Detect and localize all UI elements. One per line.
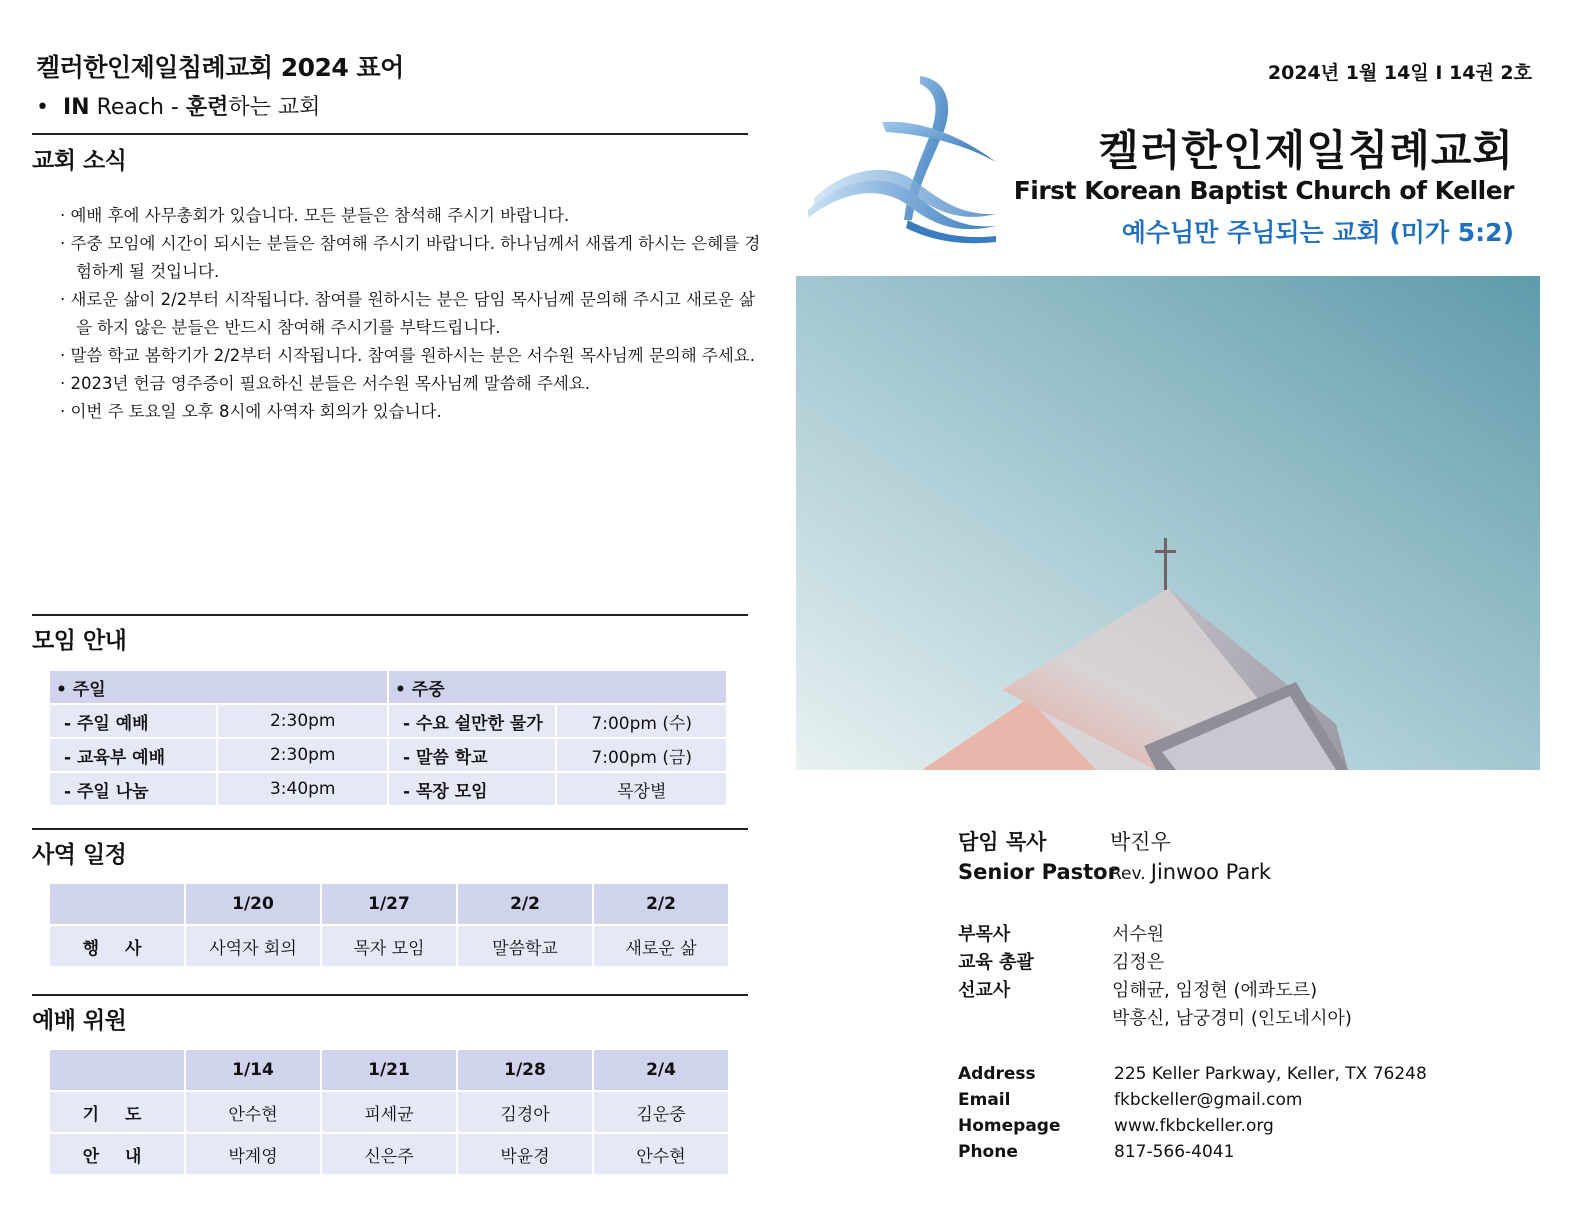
- edu-name: 김정은: [1112, 952, 1165, 973]
- date-header: 2/2: [594, 884, 728, 924]
- table-row: [50, 1050, 728, 1090]
- pastor-en: Jinwoo Park: [1150, 860, 1272, 884]
- event-cell: 목자 모임: [322, 926, 456, 966]
- motto-strong-1: IN: [62, 95, 90, 120]
- divider: [32, 133, 748, 135]
- corner-cell: [50, 884, 184, 924]
- name-cell: 박윤경: [458, 1134, 592, 1174]
- email-link[interactable]: fkbckeller@gmail.com: [1114, 1090, 1303, 1110]
- divider: [32, 828, 748, 830]
- meeting-time: 목장별: [557, 773, 726, 805]
- event-cell: 사역자 회의: [186, 926, 320, 966]
- missionary-2: 박흥신, 남궁경미 (인도네시아): [1112, 1008, 1352, 1029]
- phone-value: 817-566-4041: [1114, 1142, 1235, 1162]
- assoc-label: 부목사: [958, 924, 1011, 945]
- email-label: Email: [958, 1090, 1011, 1110]
- divider: [32, 614, 748, 616]
- row-header: 행 사: [50, 926, 184, 966]
- pastor-en-label: Senior Pastor: [958, 860, 1118, 884]
- meeting-label: - 교육부 예배: [50, 739, 216, 771]
- date-header: 1/20: [186, 884, 320, 924]
- church-name-en: First Korean Baptist Church of Keller: [1013, 176, 1514, 205]
- event-cell: 말씀학교: [458, 926, 592, 966]
- corner-cell: [50, 1050, 184, 1090]
- church-roof-photo: [796, 276, 1540, 770]
- name-cell: 김경아: [458, 1092, 592, 1132]
- assoc-name: 서수원: [1112, 924, 1165, 945]
- motto-end: 하는 교회: [228, 95, 321, 120]
- date-header: 2/4: [594, 1050, 728, 1090]
- name-cell: 안수현: [594, 1134, 728, 1174]
- row-header: 안 내: [50, 1134, 184, 1174]
- pastor-ko-name: 박진우: [1110, 830, 1171, 854]
- name-cell: 신은주: [322, 1134, 456, 1174]
- meeting-label: - 수요 쉴만한 물가: [389, 705, 555, 737]
- motto-title: 켈러한인제일침례교회 2024 표어: [36, 53, 404, 82]
- motto-bullet: [36, 90, 320, 121]
- table-row: [50, 773, 726, 805]
- table-row: [50, 671, 726, 703]
- name-cell: 박계영: [186, 1134, 320, 1174]
- news-item: · 새로운 삶이 2/2부터 시작됩니다. 참여를 원하시는 분은 담임 목사님께 문의해 주시고 새로운 삶을 하지 않은 분들은 반드시 참여해 주시기를 부탁드립니다.: [60, 290, 755, 337]
- news-item: · 주중 모임에 시간이 되시는 분들은 참여해 주시기 바랍니다. 하나님께서 새롭게 하시는 은혜를 경험하게 될 것입니다.: [60, 234, 761, 281]
- church-motto: 예수님만 주님되는 교회 (미가 5:2): [1121, 218, 1514, 247]
- issue-date: 2024년 1월 14일 I 14권 2호: [1267, 62, 1532, 84]
- bullet-dot: •: [36, 95, 63, 120]
- table-row: [50, 739, 726, 771]
- date-header: 1/14: [186, 1050, 320, 1090]
- ministry-title: 사역 일정: [32, 842, 127, 868]
- church-logo-icon: [800, 70, 1006, 250]
- news-item: · 이번 주 토요일 오후 8시에 사역자 회의가 있습니다.: [60, 402, 442, 421]
- meeting-time: 7:00pm (수): [557, 705, 726, 737]
- name-cell: 피세균: [322, 1092, 456, 1132]
- news-title: 교회 소식: [32, 148, 127, 174]
- date-header: 2/2: [458, 884, 592, 924]
- motto-mid: Reach -: [89, 95, 186, 120]
- table-row: [50, 884, 728, 924]
- name-cell: 김운중: [594, 1092, 728, 1132]
- date-header: 1/27: [322, 884, 456, 924]
- pastor-ko-label: 담임 목사: [958, 830, 1047, 854]
- meeting-label: - 주일 나눔: [50, 773, 216, 805]
- meeting-label: - 목장 모임: [389, 773, 555, 805]
- motto-strong-2: 훈련: [185, 95, 229, 120]
- news-item: · 예배 후에 사무총회가 있습니다. 모든 분들은 참석해 주시기 바랍니다.: [60, 206, 570, 225]
- meetings-title: 모임 안내: [32, 628, 127, 654]
- worship-table: [48, 1048, 730, 1176]
- divider: [32, 994, 748, 996]
- table-row: [50, 1092, 728, 1132]
- meetings-table: [48, 669, 728, 807]
- meeting-time: 2:30pm: [218, 739, 387, 771]
- news-list: [46, 202, 766, 426]
- event-cell: 새로운 삶: [594, 926, 728, 966]
- row-header: 기 도: [50, 1092, 184, 1132]
- table-row: [50, 1134, 728, 1174]
- name-cell: 안수현: [186, 1092, 320, 1132]
- meeting-time: 2:30pm: [218, 705, 387, 737]
- church-name-ko: 켈러한인제일침례교회: [1098, 126, 1514, 175]
- news-item: · 말씀 학교 봄학기가 2/2부터 시작됩니다. 참여를 원하시는 분은 서수원 목사님께 문의해 주세요.: [60, 346, 755, 365]
- address-value: 225 Keller Parkway, Keller, TX 76248: [1114, 1064, 1427, 1084]
- pastor-title: Rev.: [1110, 864, 1146, 884]
- sunday-header: • 주일: [50, 671, 387, 703]
- meeting-label: - 말씀 학교: [389, 739, 555, 771]
- homepage-label: Homepage: [958, 1116, 1061, 1136]
- table-row: [50, 705, 726, 737]
- missionary-1: 임해균, 임정현 (에콰도르): [1112, 980, 1318, 1001]
- table-row: [50, 926, 728, 966]
- address-label: Address: [958, 1064, 1036, 1084]
- worship-title: 예배 위원: [32, 1008, 127, 1034]
- edu-label: 교육 총괄: [958, 952, 1034, 973]
- date-header: 1/28: [458, 1050, 592, 1090]
- meeting-time: 7:00pm (금): [557, 739, 726, 771]
- missionary-label: 선교사: [958, 980, 1011, 1001]
- pastor-en-name: [1110, 860, 1271, 884]
- date-header: 1/21: [322, 1050, 456, 1090]
- homepage-link[interactable]: www.fkbckeller.org: [1114, 1116, 1274, 1136]
- phone-label: Phone: [958, 1142, 1018, 1162]
- weekday-header: • 주중: [389, 671, 726, 703]
- meeting-label: - 주일 예배: [50, 705, 216, 737]
- meeting-time: 3:40pm: [218, 773, 387, 805]
- church-roof-image: [796, 276, 1540, 770]
- ministry-table: [48, 882, 730, 968]
- church-logo: [800, 70, 1006, 250]
- news-item: · 2023년 헌금 영주증이 필요하신 분들은 서수원 목사님께 말씀해 주세요.: [60, 374, 591, 393]
